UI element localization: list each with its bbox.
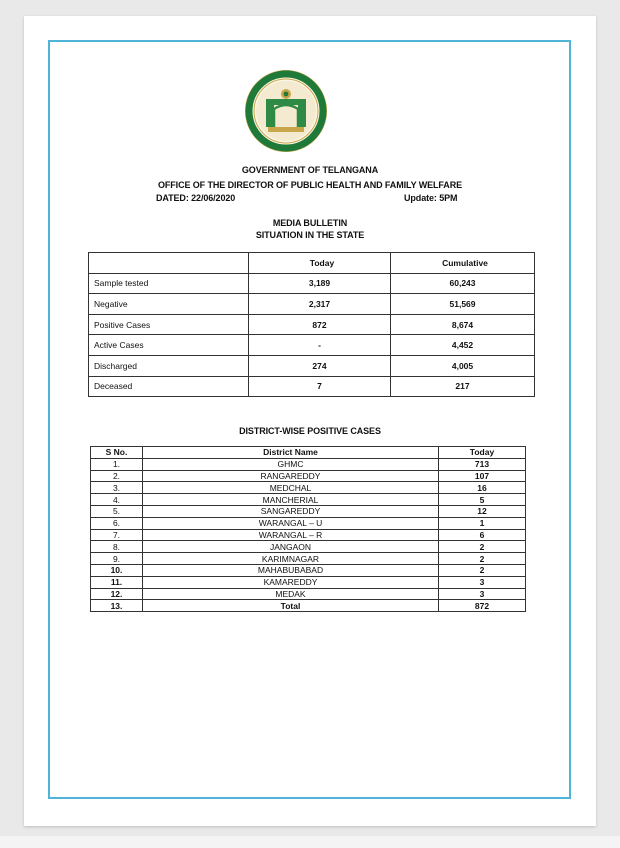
dated-label: DATED: 22/06/2020: [156, 193, 236, 203]
situation-title: SITUATION IN THE STATE: [255, 230, 365, 240]
table-row: [91, 564, 526, 576]
district-name: KAMAREDDY: [143, 576, 439, 588]
cumulative-value: 217: [391, 376, 535, 397]
row-label: Positive Cases: [89, 314, 249, 335]
serial-number: 2.: [91, 470, 143, 482]
today-value: 274: [249, 355, 391, 376]
serial-number: 7.: [91, 529, 143, 541]
next-page-edge: [0, 836, 620, 848]
today-count: 2: [439, 564, 526, 576]
table-row: [91, 576, 526, 588]
district-name: JANGAON: [143, 541, 439, 553]
column-header-district: District Name: [143, 447, 439, 459]
telangana-emblem: [244, 69, 328, 153]
row-label: Deceased: [89, 376, 249, 397]
table-row: [91, 494, 526, 506]
table-row: [91, 458, 526, 470]
total-row: [91, 600, 526, 612]
table-header-row: [89, 253, 535, 274]
column-header-sno: S No.: [91, 447, 143, 459]
serial-number: 11.: [91, 576, 143, 588]
table-row: [89, 335, 535, 356]
cumulative-value: 51,569: [391, 294, 535, 315]
today-count: 2: [439, 541, 526, 553]
serial-number: 1.: [91, 458, 143, 470]
serial-number: 12.: [91, 588, 143, 600]
today-value: -: [249, 335, 391, 356]
today-count: 12: [439, 505, 526, 517]
column-header-today: Today: [249, 253, 391, 274]
district-section-title: DISTRICT-WISE POSITIVE CASES: [239, 426, 381, 436]
government-title: GOVERNMENT OF TELANGANA: [241, 165, 379, 175]
table-row: [91, 529, 526, 541]
table-row: [91, 541, 526, 553]
district-name: SANGAREDDY: [143, 505, 439, 517]
today-count: 1: [439, 517, 526, 529]
today-value: 7: [249, 376, 391, 397]
table-row: [91, 505, 526, 517]
district-name: MANCHERIAL: [143, 494, 439, 506]
table-row: [91, 588, 526, 600]
situation-table: [88, 252, 535, 397]
district-name: WARANGAL – U: [143, 517, 439, 529]
serial-number: 4.: [91, 494, 143, 506]
serial-number: 8.: [91, 541, 143, 553]
district-name: Total: [143, 600, 439, 612]
today-count: 6: [439, 529, 526, 541]
district-name: MEDCHAL: [143, 482, 439, 494]
row-label: Negative: [89, 294, 249, 315]
today-count: 3: [439, 576, 526, 588]
today-count: 107: [439, 470, 526, 482]
office-title: OFFICE OF THE DIRECTOR OF PUBLIC HEALTH AND FAMILY WELFARE: [157, 180, 463, 190]
row-label: Sample tested: [89, 273, 249, 294]
table-row: [89, 376, 535, 397]
today-count: 872: [439, 600, 526, 612]
column-header: [89, 253, 249, 274]
cumulative-value: 60,243: [391, 273, 535, 294]
table-row: [91, 553, 526, 565]
district-name: MAHABUBABAD: [143, 564, 439, 576]
district-name: KARIMNAGAR: [143, 553, 439, 565]
serial-number: 13.: [91, 600, 143, 612]
serial-number: 3.: [91, 482, 143, 494]
table-row: [89, 314, 535, 335]
today-count: 713: [439, 458, 526, 470]
today-count: 16: [439, 482, 526, 494]
serial-number: 5.: [91, 505, 143, 517]
table-row: [89, 294, 535, 315]
serial-number: 9.: [91, 553, 143, 565]
today-value: 2,317: [249, 294, 391, 315]
table-row: [91, 482, 526, 494]
serial-number: 10.: [91, 564, 143, 576]
table-row: [89, 273, 535, 294]
row-label: Discharged: [89, 355, 249, 376]
today-count: 5: [439, 494, 526, 506]
district-name: WARANGAL – R: [143, 529, 439, 541]
district-name: MEDAK: [143, 588, 439, 600]
district-table: [90, 446, 526, 612]
today-value: 3,189: [249, 273, 391, 294]
today-value: 872: [249, 314, 391, 335]
serial-number: 6.: [91, 517, 143, 529]
table-row: [91, 517, 526, 529]
cumulative-value: 4,005: [391, 355, 535, 376]
district-name: GHMC: [143, 458, 439, 470]
table-row: [91, 470, 526, 482]
today-count: 2: [439, 553, 526, 565]
column-header-today: Today: [439, 447, 526, 459]
today-count: 3: [439, 588, 526, 600]
cumulative-value: 4,452: [391, 335, 535, 356]
media-bulletin-title: MEDIA BULLETIN: [272, 218, 348, 228]
row-label: Active Cases: [89, 335, 249, 356]
cumulative-value: 8,674: [391, 314, 535, 335]
table-header-row: [91, 447, 526, 459]
page-border: [48, 40, 571, 799]
table-row: [89, 355, 535, 376]
column-header-cumulative: Cumulative: [391, 253, 535, 274]
district-name: RANGAREDDY: [143, 470, 439, 482]
update-label: Update: 5PM: [404, 193, 458, 203]
